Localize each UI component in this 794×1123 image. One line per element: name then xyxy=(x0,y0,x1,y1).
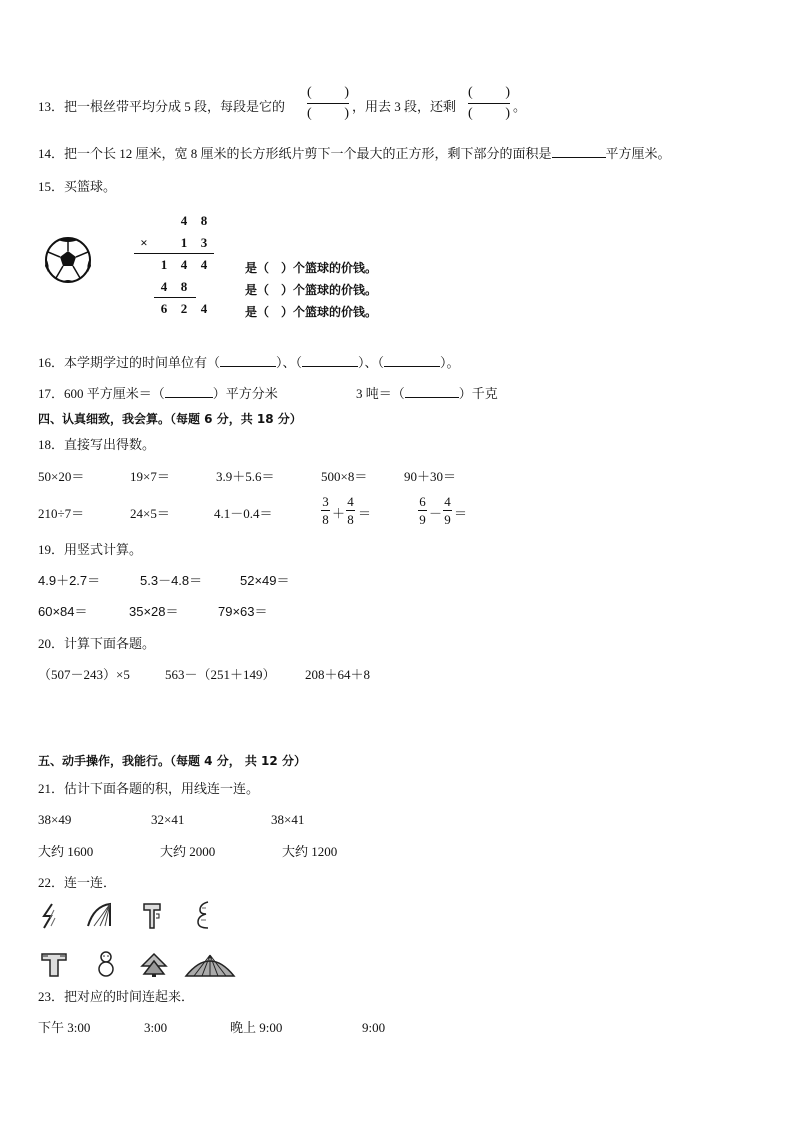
q18-fraction-4-9: 4 9 xyxy=(444,494,451,527)
q21-estimate: 大约 1200 xyxy=(282,844,338,859)
q18-equals: ＝ xyxy=(454,506,468,521)
q15-title: 15．买篮球。 xyxy=(38,179,117,194)
tree-icon xyxy=(140,952,168,978)
q17-blank-a[interactable] xyxy=(165,397,213,398)
umbrella-half-icon xyxy=(86,902,114,928)
q18-item: 50×20＝ xyxy=(38,469,85,484)
q17-part-a: 17．600 平方厘米＝（ ）平方分米 xyxy=(38,386,278,401)
q14-text xyxy=(38,147,671,160)
q18-equals: ＝ xyxy=(358,506,372,521)
q16-blank-3[interactable] xyxy=(384,366,440,367)
q19-item: 5.3－4.8＝ xyxy=(140,573,203,588)
q23-item: 下午 3:00 xyxy=(38,1020,91,1035)
q13-text-a: 13．把一根丝带平均分成 5 段，每段是它的 xyxy=(38,99,286,114)
q19-item: 60×84＝ xyxy=(38,604,88,619)
q13-fraction-1: ( ) ( ) xyxy=(307,85,349,121)
section-5-heading: 五、动手操作，我能行。（每题 4 分， 共 12 分） xyxy=(38,754,306,768)
q16-blank-2[interactable] xyxy=(302,366,358,367)
q15-line-1: 是（ ）个篮球的价钱。 xyxy=(245,261,378,275)
q15-line-2: 是（ ）个篮球的价钱。 xyxy=(245,283,378,297)
q21-product: 38×49 xyxy=(38,812,72,827)
q20-title: 20．计算下面各题。 xyxy=(38,636,156,651)
q23-title: 23．把对应的时间连起来． xyxy=(38,989,195,1004)
q15-line-3: 是（ ）个篮球的价钱。 xyxy=(245,305,378,319)
q19-item: 4.9＋2.7＝ xyxy=(38,573,101,588)
q18-fraction-4-8: 4 8 xyxy=(347,494,354,527)
q18-fraction-3-8: 3 8 xyxy=(322,494,329,527)
q14-text-a: 14．把一个长 12 厘米，宽 8 厘米的长方形纸片剪下一个最大的正方形，剩下部分的面积是 xyxy=(38,146,552,161)
snowman-full-icon xyxy=(95,950,117,978)
q18-item: 90＋30＝ xyxy=(404,469,457,484)
house-half-icon xyxy=(142,900,162,930)
q18-item: 3.9＋5.6＝ xyxy=(216,469,275,484)
q16-blank-1[interactable] xyxy=(220,366,276,367)
snowman-half-icon xyxy=(196,900,212,930)
q18-item: 19×7＝ xyxy=(130,469,170,484)
q16-text: 16．本学期学过的时间单位有（ ）、（ ）、（ ）。 xyxy=(38,355,460,370)
q18-minus: － xyxy=(429,506,443,521)
q14-text-b: 平方厘米。 xyxy=(605,146,671,161)
q18-item: 210÷7＝ xyxy=(38,506,85,521)
q18-title: 18．直接写出得数。 xyxy=(38,437,156,452)
q13-text-b: ，用去 3 段，还剩 xyxy=(352,99,457,114)
house-full-icon xyxy=(40,950,68,978)
q17-blank-b[interactable] xyxy=(405,397,459,398)
q17-part-b: 3 吨＝（ ）千克 xyxy=(356,386,498,401)
lightning-half-icon xyxy=(40,902,60,930)
q18-item: 500×8＝ xyxy=(321,469,368,484)
q18-plus: ＋ xyxy=(332,506,346,521)
q14-answer-blank[interactable] xyxy=(552,157,606,158)
q20-item: 208＋64＋8 xyxy=(305,667,371,682)
q19-item: 79×63＝ xyxy=(218,604,268,619)
q18-fraction-6-9: 6 9 xyxy=(419,494,426,527)
q23-item: 9:00 xyxy=(362,1020,386,1035)
section-4-heading: 四、认真细致，我会算。（每题 6 分，共 18 分） xyxy=(38,412,302,426)
q21-title: 21．估计下面各题的积，用线连一连。 xyxy=(38,781,260,796)
q13-text-c: 。 xyxy=(513,99,527,114)
q23-item: 晚上 9:00 xyxy=(230,1020,283,1035)
q21-estimate: 大约 2000 xyxy=(160,844,216,859)
q20-item: （507－243）×5 xyxy=(38,667,130,682)
q13-fraction-2: ( ) ( ) xyxy=(468,85,510,121)
umbrella-full-icon xyxy=(184,952,236,978)
soccer-ball-icon xyxy=(44,236,92,284)
q23-item: 3:00 xyxy=(144,1020,168,1035)
q21-product: 32×41 xyxy=(151,812,185,827)
q22-title: 22．连一连． xyxy=(38,875,117,890)
q15-vertical-multiplication: 4 8 × 1 3 1 4 4 4 8 6 2 4 xyxy=(134,210,214,320)
q21-estimate: 大约 1600 xyxy=(38,844,94,859)
q19-item: 35×28＝ xyxy=(129,604,179,619)
q19-title: 19．用竖式计算。 xyxy=(38,542,143,557)
q18-item: 24×5＝ xyxy=(130,506,170,521)
q20-item: 563－（251＋149） xyxy=(165,667,276,682)
q18-item: 4.1－0.4＝ xyxy=(214,506,273,521)
q21-product: 38×41 xyxy=(271,812,305,827)
q19-item: 52×49＝ xyxy=(240,573,290,588)
